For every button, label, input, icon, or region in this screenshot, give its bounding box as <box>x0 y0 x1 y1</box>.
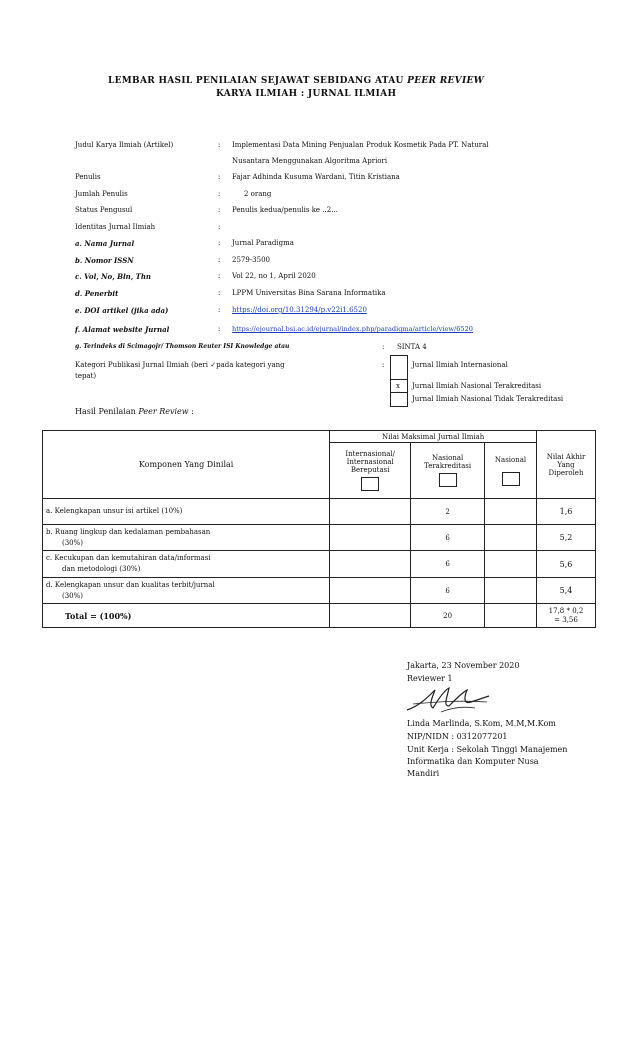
total-label: Total = (100%) <box>43 604 330 628</box>
nasional-checkbox[interactable] <box>502 472 520 486</box>
document-title-line-1: LEMBAR HASIL PENILAIAN SEJAWAT SEBIDANG ATAU PEER REVIEW <box>108 76 485 86</box>
separator: : <box>218 256 221 264</box>
volume-label: c. Vol, No, Bln, Thn <box>75 272 151 281</box>
row-terakreditasi: 6 <box>411 525 485 551</box>
separator: : <box>218 173 221 181</box>
row-terakreditasi: 6 <box>411 551 485 578</box>
total-internasional <box>330 604 411 628</box>
table-row <box>43 551 596 578</box>
doi-link[interactable]: https://doi.org/10.31294/p.v22i1.6520 <box>232 306 367 314</box>
row-nilai-akhir: 1,6 <box>537 499 596 525</box>
internasional-checkbox[interactable] <box>361 477 379 491</box>
reviewer-unit-line-2: Informatika dan Komputer Nusa <box>407 757 539 766</box>
jumlah-penulis-value: 2 orang <box>244 190 272 198</box>
issn-value: 2579-3500 <box>232 256 270 264</box>
separator: : <box>218 289 221 297</box>
row-nasional <box>485 525 537 551</box>
reviewer-unit-line-3: Mandiri <box>407 769 440 778</box>
col-internasional-header: Internasional/ Internasional Bereputasi <box>330 443 411 499</box>
kategori-label-line-1: Kategori Publikasi Jurnal Ilmiah (beri ✓pada kategori yang <box>75 361 285 369</box>
terakreditasi-checkbox[interactable] <box>439 473 457 487</box>
row-terakreditasi: 6 <box>411 578 485 604</box>
place-date: Jakarta, 23 November 2020 <box>407 661 520 670</box>
volume-value: Vol 22, no 1, April 2020 <box>232 272 316 280</box>
row-internasional <box>330 499 411 525</box>
status-pengusul-label: Status Pengusul <box>75 206 133 214</box>
judul-value-line-1: Implementasi Data Mining Penjualan Produk Kosmetik Pada PT. Natural <box>232 141 489 149</box>
website-label: f. Alamat website Jurnal <box>75 325 170 334</box>
kategori-terakreditasi-label: Jurnal Ilmiah Nasional Terakreditasi <box>412 382 542 390</box>
jumlah-penulis-label: Jumlah Penulis <box>75 190 128 198</box>
penulis-label: Penulis <box>75 173 101 181</box>
table-row <box>43 499 596 525</box>
identitas-jurnal-label: Identitas Jurnal Ilmiah <box>75 223 156 231</box>
table-row <box>43 525 596 551</box>
row-nilai-akhir: 5,6 <box>537 551 596 578</box>
kategori-label-line-2: tepat) <box>75 372 97 380</box>
penulis-value: Fajar Adhinda Kusuma Wardani, Titin Kristiana <box>232 173 400 181</box>
row-internasional <box>330 551 411 578</box>
row-terakreditasi: 2 <box>411 499 485 525</box>
kategori-tidak-terakreditasi-label: Jurnal Ilmiah Nasional Tidak Terakreditasi <box>412 395 564 403</box>
reviewer-nip: NIP/NIDN : 0312077201 <box>407 732 508 741</box>
penerbit-label: d. Penerbit <box>75 289 119 298</box>
col-nasional-header: Nasional <box>485 443 537 499</box>
row-label: d. Kelengkapan unsur dan kualitas terbit/jurnal (30%) <box>43 578 330 604</box>
total-terakreditasi: 20 <box>411 604 485 628</box>
issn-label: b. Nomor ISSN <box>75 256 134 265</box>
checkbox-mark: x <box>396 382 400 390</box>
penerbit-value: LPPM Universitas Bina Sarana Informatika <box>232 289 386 297</box>
separator: : <box>382 361 385 369</box>
reviewer-label: Reviewer 1 <box>407 674 453 683</box>
separator: : <box>218 190 221 198</box>
reviewer-name: Linda Marlinda, S.Kom, M.M,M.Kom <box>407 719 556 728</box>
total-nilai-akhir: 17,8 * 0,2 = 3,56 <box>537 604 596 628</box>
separator: : <box>218 206 221 214</box>
judul-value-line-2: Nusantara Menggunakan Algoritma Apriori <box>232 157 388 165</box>
row-internasional <box>330 525 411 551</box>
separator: : <box>218 325 221 333</box>
separator: : <box>218 141 221 149</box>
document-title-line-2: KARYA ILMIAH : JURNAL ILMIAH <box>216 89 397 99</box>
row-nasional <box>485 551 537 578</box>
terindeks-label: g. Terindeks di Scimagojr/ Thomson Reuter ISI Knowledge atau <box>75 343 290 350</box>
website-link[interactable]: https://ejournal.bsi.ac.id/ejurnal/index.php/paradigma/article/view/6520 <box>232 325 473 333</box>
separator: : <box>218 239 221 247</box>
reviewer-signature <box>405 684 495 716</box>
doi-label: e. DOI artikel (jika ada) <box>75 306 169 315</box>
nama-jurnal-label: a. Nama Jurnal <box>75 239 135 248</box>
nilai-akhir-header: Nilai Akhir Yang Diperoleh <box>537 431 596 499</box>
hasil-penilaian-heading: Hasil Penilaian Peer Review : <box>75 407 194 416</box>
kategori-checkbox-internasional[interactable] <box>390 355 408 381</box>
row-nasional <box>485 578 537 604</box>
reviewer-unit-line-1: Unit Kerja : Sekolah Tinggi Manajemen <box>407 745 568 754</box>
table-row <box>43 578 596 604</box>
row-nasional <box>485 499 537 525</box>
kategori-checkbox-nasional-tidak-terakreditasi[interactable] <box>390 392 408 407</box>
separator: : <box>382 343 385 351</box>
col-terakreditasi-header: Nasional Terakreditasi <box>411 443 485 499</box>
total-nasional <box>485 604 537 628</box>
separator: : <box>218 306 221 314</box>
row-label: c. Kecukupan dan kemutahiran data/informasi dan metodologi (30%) <box>43 551 330 578</box>
komponen-header: Komponen Yang Dinilai <box>43 431 330 499</box>
review-score-table <box>42 430 596 628</box>
nama-jurnal-value: Jurnal Paradigma <box>232 239 294 247</box>
terindeks-value: SINTA 4 <box>397 343 427 351</box>
kategori-internasional-label: Jurnal Ilmiah Internasional <box>412 361 508 369</box>
row-nilai-akhir: 5,2 <box>537 525 596 551</box>
row-label: a. Kelengkapan unsur isi artikel (10%) <box>43 499 330 525</box>
row-label: b. Ruang lingkup dan kedalaman pembahasan (30%) <box>43 525 330 551</box>
total-row <box>43 604 596 628</box>
row-nilai-akhir: 5,4 <box>537 578 596 604</box>
nilai-maks-header: Nilai Maksimal Jurnal Ilmiah <box>330 431 537 443</box>
status-pengusul-value: Penulis kedua/penulis ke ..2... <box>232 206 338 214</box>
row-internasional <box>330 578 411 604</box>
separator: : <box>218 223 221 231</box>
separator: : <box>218 272 221 280</box>
judul-label: Judul Karya Ilmiah (Artikel) <box>75 141 174 149</box>
